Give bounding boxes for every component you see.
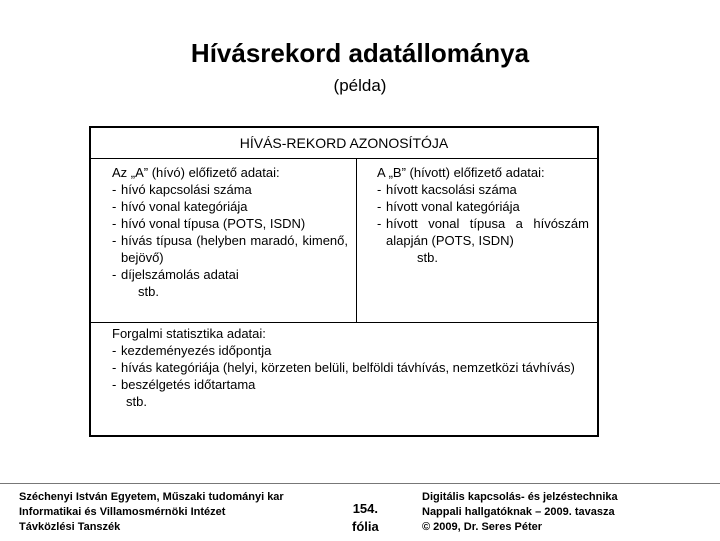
traffic-heading: Forgalmi statisztika adatai — [112, 326, 263, 341]
footer-page — [352, 500, 379, 536]
list-item: - hívó kapcsolási száma — [112, 182, 252, 197]
footer-course-title: Digitális kapcsolás- és jelzéstechnika — [422, 491, 618, 503]
list-item: - hívott vonal típusa a hívószám alapján (POTS, ISDN) — [377, 216, 589, 248]
column-divider — [356, 158, 357, 323]
traffic-etc: stb. — [126, 394, 147, 409]
footer-institute: Informatikai és Villamosmérnöki Intézet — [19, 506, 226, 518]
a-party-section — [112, 164, 348, 300]
footer-department: Távközlési Tanszék — [19, 521, 121, 533]
list-item: - hívó vonal kategóriája — [112, 199, 248, 214]
slide-footer — [0, 483, 720, 541]
record-id-header: HÍVÁS-REKORD AZONOSÍTÓJA — [91, 128, 597, 159]
footer-course — [422, 490, 618, 535]
list-item: - hívott vonal kategóriája — [377, 199, 520, 214]
b-party-etc: stb. — [417, 250, 438, 265]
footer-course-term: Nappali hallgatóknak – 2009. tavasza — [422, 506, 615, 518]
traffic-heading-line — [112, 325, 590, 342]
list-item: - hívás kategóriája (helyi, körzeten belüli, belföldi távhívás, nemzetközi távhívás) — [112, 360, 575, 375]
list-item: - hívás típusa (helyben maradó, kimenő, bejövő) — [112, 233, 348, 265]
traffic-heading-colon: : — [262, 326, 266, 341]
slide-subtitle: (példa) — [333, 76, 387, 95]
footer-copyright: © 2009, Dr. Seres Péter — [422, 521, 543, 533]
footer-institution — [19, 490, 284, 535]
b-party-heading: A „B” (hívott) előfizető adatai: — [377, 165, 545, 180]
traffic-stats-section — [112, 325, 590, 410]
list-item: - hívott kacsolási száma — [377, 182, 517, 197]
list-item: - kezdeményezés időpontja — [112, 343, 272, 358]
slide-title: Hívásrekord adatállománya — [190, 38, 530, 68]
call-record-diagram — [89, 126, 599, 437]
a-party-heading: Az „A” (hívó) előfizető adatai: — [112, 165, 280, 180]
section-divider — [91, 322, 597, 323]
page-number: 154. — [352, 501, 379, 516]
b-party-section — [377, 164, 589, 266]
page-label: fólia — [352, 519, 379, 534]
list-item: - hívó vonal típusa (POTS, ISDN) — [112, 216, 306, 231]
a-party-etc: stb. — [138, 284, 159, 299]
list-item: - beszélgetés időtartama — [112, 377, 256, 392]
list-item: - díjelszámolás adatai — [112, 267, 239, 282]
footer-university: Széchenyi István Egyetem, Műszaki tudományi kar — [19, 491, 284, 503]
